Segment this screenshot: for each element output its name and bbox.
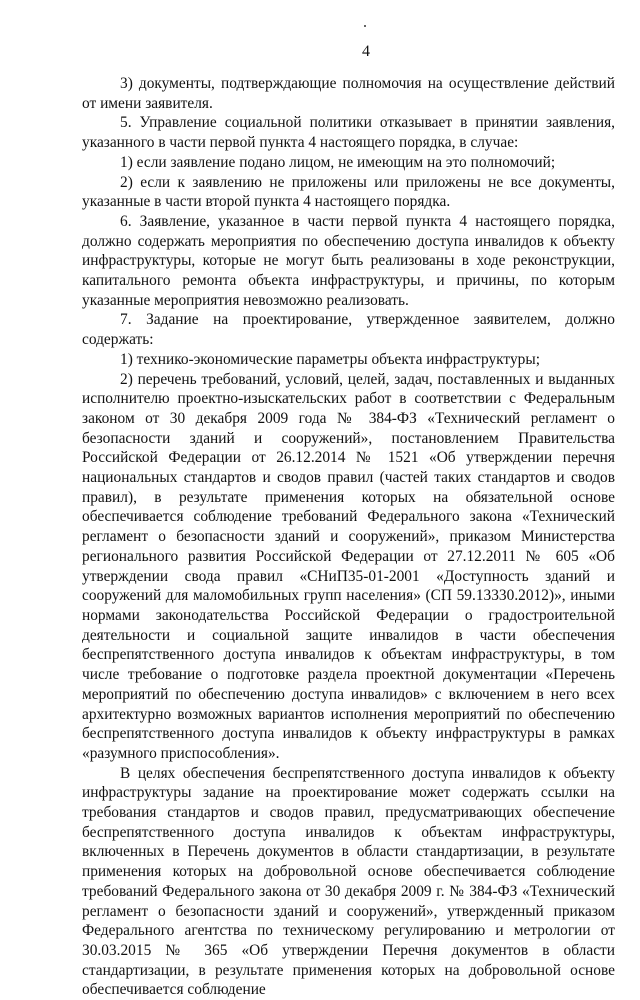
document-body <box>82 74 615 1000</box>
paragraph-clause-7-item-1: 1) технико-экономические параметры объекта инфраструктуры; <box>120 350 540 368</box>
paragraph-item-3: 3) документы, подтверждающие полномочия на осуществление действий от имени заявителя. <box>82 75 615 112</box>
page-number: 4 <box>362 43 370 60</box>
scan-mark <box>364 25 366 27</box>
paragraph-clause-5-item-2: 2) если к заявлению не приложены или приложены не все документы, указанные в части второй пункта 4 настоящего порядка. <box>82 173 615 211</box>
paragraph-clause-5: 5. Управление социальной политики отказывает в принятии заявления, указанного в части первой пункта 4 настоящего порядка, в случае: <box>82 114 615 152</box>
paragraph-clause-6: 6. Заявление, указанное в части первой пункта 4 настоящего порядка, должно содержать мероприятия по обеспечению доступа инвалидов к объекту инфраструктуры, которые не могут быть реализованы в ходе реконструкции, капитального ремонта объекта инфраструктуры, и причины, по которым указанные мероприятия невозможно реализовать. <box>82 212 615 309</box>
paragraph-accessibility-standards: В целях обеспечения беспрепятственного доступа инвалидов к объекту инфраструктуры задание на проектирование может содержать ссылки на требования стандартов и сводов правил, предусматривающих обеспечение беспрепятственного доступа инвалидов к объектам инфраструктуры, включенных в Перечень документов в области стандартизации, в результате применения которых на добровольной основе обеспечивается соблюдение требований Федерального закона от 30 декабря 2009 г. № 384-ФЗ «Технический регламент о безопасности зданий и сооружений», утвержденный приказом Федерального агентства по техническому регулированию и метрологии от 30.03.2015 № 365 «Об утверждении Перечня документов в области стандартизации, в результате применения которых на добровольной основе обеспечивается соблюдение <box>82 764 615 999</box>
paragraph-clause-7: 7. Задание на проектирование, утвержденное заявителем, должно содержать: <box>82 311 615 349</box>
paragraph-clause-5-item-1: 1) если заявление подано лицом, не имеющим на это полномочий; <box>120 153 556 171</box>
paragraph-clause-7-item-2: 2) перечень требований, условий, целей, задач, поставленных и выданных исполнителю проектно-изыскательских работ в соответствии с Федеральным законом от 30 декабря 2009 года № 384-ФЗ «Технический регламент о безопасности зданий и сооружений», постановлением Правительства Российской Федерации от 26.12.2014 № 1521 «Об утверждении перечня национальных стандартов и сводов правил (частей таких стандартов и сводов правил), в результате применения которых на обязательной основе обеспечивается соблюдение требований Федерального закона «Технический регламент о безопасности зданий и сооружений», приказом Министерства регионального развития Российской Федерации от 27.12.2011 № 605 «Об утверждении свода правил «СНиП35-01-2001 «Доступность зданий и сооружений для маломобильных групп населения» (СП 59.13330.2012)», иными нормами законодательства Российской Федерации о градостроительной деятельности и социальной защите инвалидов в части обеспечения беспрепятственного доступа инвалидов к объектам инфраструктуры, в том числе требование о подготовке раздела проектной документации «Перечень мероприятий по обеспечению доступа инвалидов» с включением в него всех архитектурно возможных вариантов исполнения мероприятий по обеспечению беспрепятственного доступа инвалидов к объекту инфраструктуры в рамках «разумного приспособления». <box>82 370 615 762</box>
